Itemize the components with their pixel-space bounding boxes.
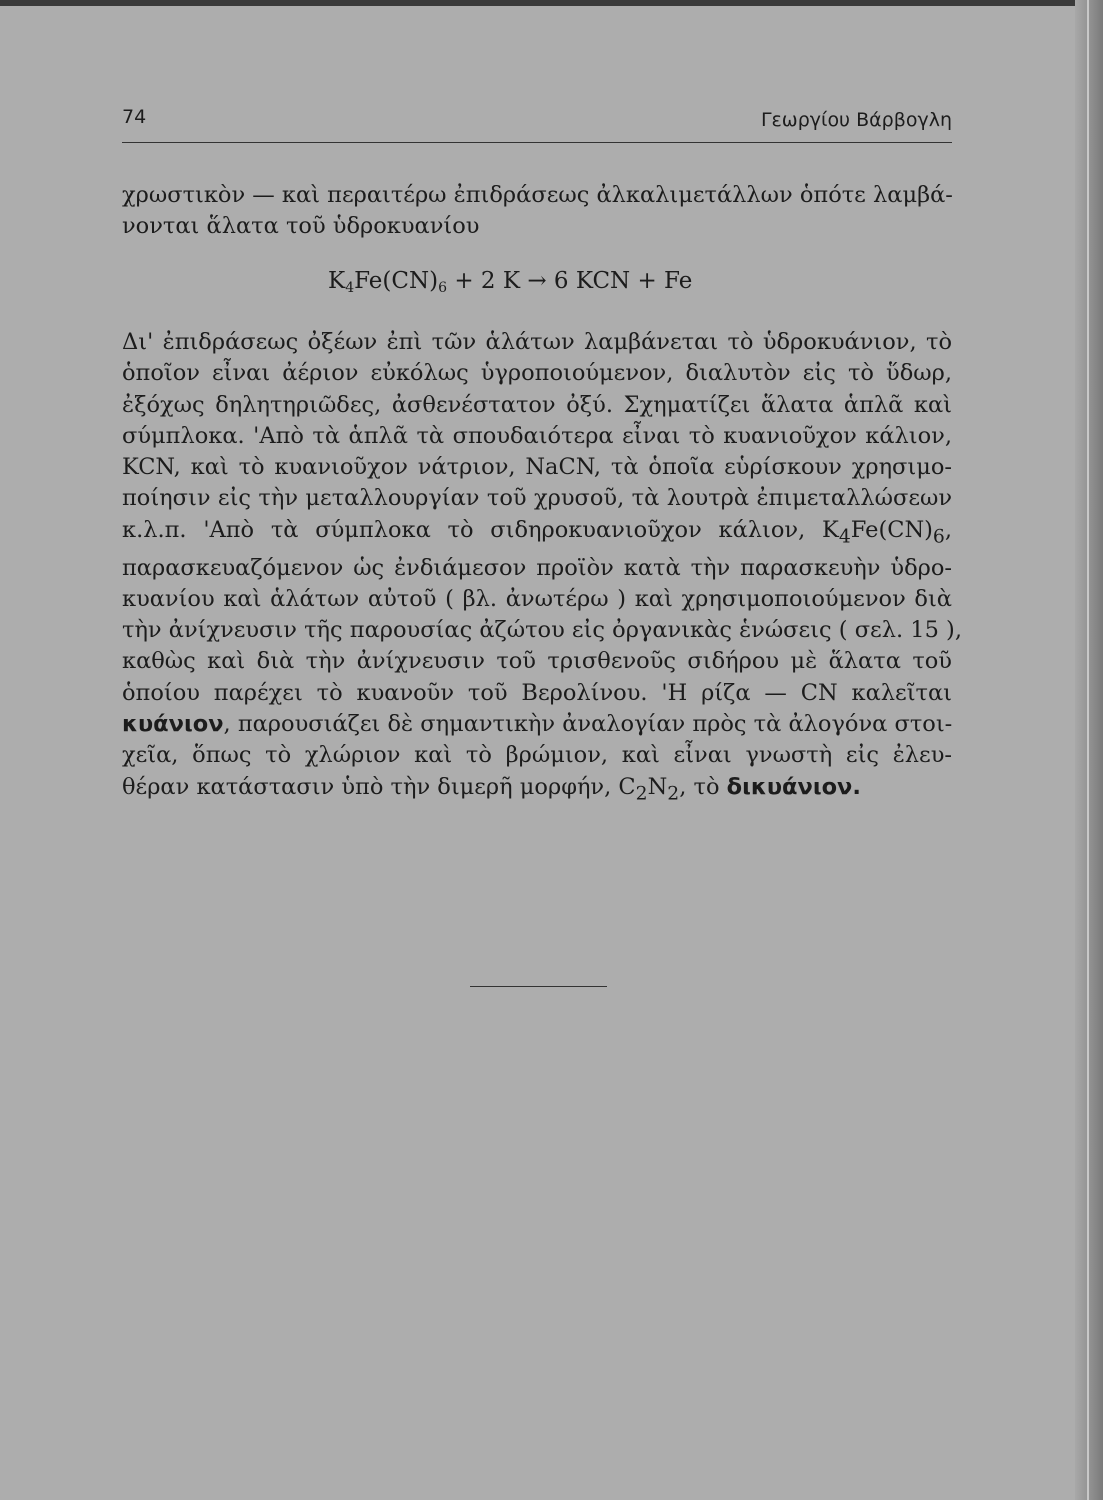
main-paragraph	[122, 327, 962, 809]
text-line: χρωστικὸν — καὶ περαιτέρω ἐπιδράσεως ἀλκαλιμετάλλων ὁπότε λαμβά-	[122, 182, 953, 208]
text-segment: .	[852, 773, 861, 800]
text-line: παρασκευαζόμενον ὡς ἐνδιάμεσον προϊὸν κατὰ τὴν παρασκευὴν ὑδρο-	[122, 554, 952, 581]
text-segment: , παρουσιάζει δὲ σημαντικὴν ἀναλογίαν πρὸς τὰ ἀλογόνα στοι-	[223, 711, 953, 738]
text-line: τὴν ἀνίχνευσιν τῆς παρουσίας ἀζώτου εἰς ὀργανικὰς ἑνώσεις ( σελ. 15 ),	[122, 617, 962, 644]
text-line: ποίησιν εἰς τὴν μεταλλουργίαν τοῦ χρυσοῦ, τὰ λουτρὰ ἐπιμεταλλώσεων	[122, 485, 952, 512]
text-line: χεῖα, ὅπως τὸ χλώριον καὶ τὸ βρώμιον, καὶ εἶναι γνωστὴ εἰς ἐλευ-	[122, 742, 952, 769]
equation-k: K	[328, 268, 346, 294]
subscript: 2	[635, 783, 648, 805]
text-line	[122, 772, 952, 810]
text-line: ἐξόχως δηλητηριῶδες, ἀσθενέστατον ὀξύ. Σχηματίζει ἅλατα ἁπλᾶ καὶ	[122, 391, 952, 418]
subscript: 2	[667, 783, 680, 805]
equation-fe-cn: Fe(CN)	[354, 268, 439, 294]
text-segment: , τὸ	[679, 773, 727, 800]
running-head: Γεωργίου Βάρβογλη	[760, 109, 952, 131]
text-segment: N	[647, 773, 668, 800]
text-line: ὁποίου παρέχει τὸ κυανοῦν τοῦ Βερολίνου. 'Η ρίζα — CN καλεῖται	[122, 679, 952, 706]
equation-rest: + 2 K → 6 KCN + Fe	[447, 268, 693, 294]
page-number: 74	[122, 106, 147, 128]
bold-term-kyanion: κυάνιον	[122, 711, 224, 738]
text-segment: θέραν κατάστασιν ὑπὸ τὴν διμερῆ μορφήν, C	[122, 773, 636, 800]
text-line: ὁποῖον εἶναι ἀέριον εὐκόλως ὑγροποιούμενον, διαλυτὸν εἰς τὸ ὕδωρ,	[122, 360, 952, 387]
text-line	[122, 515, 952, 553]
text-segment: κ.λ.π. 'Απὸ τὰ σύμπλοκα τὸ σιδηροκυανιοῦχον κάλιον, K	[122, 516, 839, 543]
scan-top-edge	[0, 0, 1103, 6]
intro-paragraph	[122, 180, 952, 243]
text-line	[122, 709, 952, 740]
header-rule	[122, 142, 952, 143]
text-line: KCN, καὶ τὸ κυανιοῦχον νάτριον, NaCN, τὰ ὁποῖα εὑρίσκουν χρησιμο-	[122, 454, 952, 481]
section-end-rule	[470, 986, 607, 987]
text-segment: ,	[944, 516, 952, 543]
text-line: κυανίου καὶ ἁλάτων αὐτοῦ ( βλ. ἀνωτέρω ) καὶ χρησιμοποιούμενον διὰ	[122, 585, 952, 612]
scan-right-edge-shadow	[1075, 0, 1103, 1500]
scan-page-edge-line	[1087, 0, 1089, 1500]
bold-term-dikyanion: δικυάνιον	[726, 773, 853, 800]
text-segment: Fe(CN)	[850, 516, 933, 543]
chemical-equation	[328, 268, 692, 296]
text-line: Δι' ἐπιδράσεως ὀξέων ἐπὶ τῶν ἁλάτων λαμβάνεται τὸ ὑδροκυάνιον, τὸ	[122, 329, 952, 355]
equation-subscript: 6	[438, 280, 448, 296]
equation-subscript: 4	[345, 280, 355, 296]
subscript: 4	[838, 526, 851, 548]
text-line: καθὼς καὶ διὰ τὴν ἀνίχνευσιν τοῦ τρισθενοῦς σιδήρου μὲ ἅλατα τοῦ	[122, 648, 952, 675]
text-line: νονται ἅλατα τοῦ ὑδροκυανίου	[122, 213, 480, 240]
subscript: 6	[932, 526, 945, 548]
text-line: σύμπλοκα. 'Απὸ τὰ ἁπλᾶ τὰ σπουδαιότερα εἶναι τὸ κυανιοῦχον κάλιον,	[122, 422, 952, 449]
